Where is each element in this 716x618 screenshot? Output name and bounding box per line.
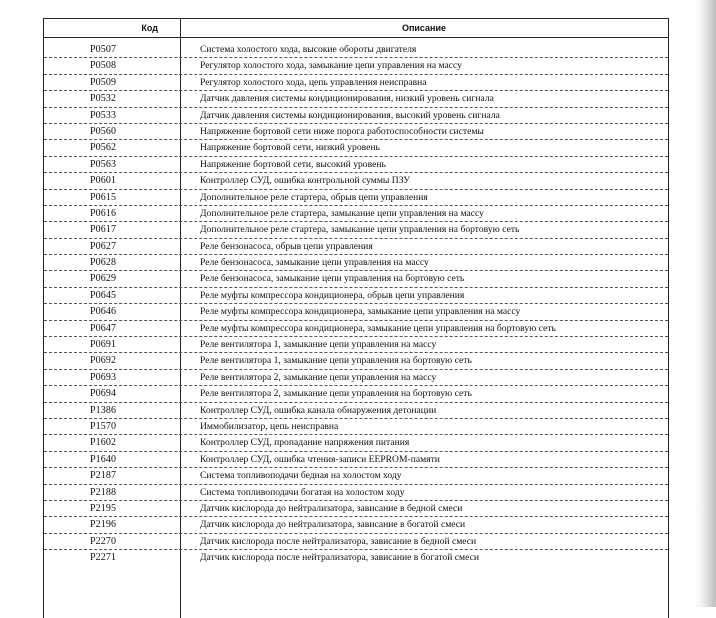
row-code: P0627 — [90, 240, 117, 252]
table-row — [44, 190, 668, 206]
row-code: P0617 — [90, 224, 117, 236]
row-code: P0532 — [90, 93, 117, 105]
row-code: P2271 — [90, 552, 117, 564]
row-description: Реле вентилятора 1, замыкание цепи управления на бортовую сеть — [200, 355, 472, 367]
header-description: Описание — [401, 23, 447, 33]
row-description: Реле муфты компрессора кондиционера, обрыв цепи управления — [200, 289, 465, 301]
row-code: P0693 — [90, 371, 117, 383]
row-description: Система топливоподачи богатая на холостом ходу — [200, 486, 405, 498]
table-row — [44, 534, 668, 550]
page-edge-shadow — [694, 0, 716, 607]
row-description: Датчик кислорода до нейтрализатора, зависание в богатой смеси — [200, 519, 466, 531]
row-code: P0562 — [90, 142, 117, 154]
row-description: Контроллер СУД, ошибка чтения-записи EEPROM-памяти — [200, 453, 440, 465]
row-description: Контроллер СУД, ошибка контрольной суммы ПЗУ — [200, 175, 411, 187]
row-code: P0508 — [90, 60, 117, 72]
table-row — [44, 140, 668, 156]
row-description: Напряжение бортовой сети ниже порога работоспособности системы — [200, 125, 484, 137]
row-code: P0629 — [90, 273, 117, 285]
table-row — [44, 222, 668, 238]
row-code: P0691 — [90, 339, 117, 351]
row-description: Датчик кислорода до нейтрализатора, зависание в бедной смеси — [200, 502, 463, 514]
row-code: P0560 — [90, 125, 117, 137]
row-code: P1570 — [90, 420, 117, 432]
row-code: P0509 — [90, 76, 117, 88]
row-description: Датчик кислорода после нейтрализатора, зависание в бедной смеси — [200, 535, 477, 547]
row-code: P1602 — [90, 437, 117, 449]
row-description: Иммобилизатор, цепь неисправна — [200, 420, 339, 432]
table-row — [44, 58, 668, 74]
row-description: Реле вентилятора 2, замыкание цепи управления на бортовую сеть — [200, 388, 472, 400]
table-row — [44, 206, 668, 222]
row-description: Напряжение бортовой сети, высокий уровень — [200, 158, 386, 170]
row-description: Реле вентилятора 1, замыкание цепи управления на массу — [200, 339, 437, 351]
table-header — [44, 19, 668, 38]
table-row — [44, 173, 668, 189]
row-description: Дополнительное реле стартера, обрыв цепи управления — [200, 191, 428, 203]
table-row — [44, 485, 668, 501]
table-row — [44, 321, 668, 337]
row-code: P2188 — [90, 486, 117, 498]
table-row — [44, 517, 668, 533]
row-description: Реле бензонасоса, замыкание цепи управления на массу — [200, 257, 429, 269]
row-code: P2196 — [90, 519, 117, 531]
table-row — [44, 75, 668, 91]
row-code: P0694 — [90, 388, 117, 400]
row-description: Датчик давления системы кондиционирования, высокий уровень сигнала — [200, 109, 500, 121]
row-code: P2187 — [90, 470, 117, 482]
table-row — [44, 353, 668, 369]
table-row — [44, 435, 668, 451]
table-row — [44, 403, 668, 419]
row-code: P0645 — [90, 289, 117, 301]
table-row — [44, 304, 668, 320]
row-description: Система топливоподачи бедная на холостом ходу — [200, 470, 402, 482]
row-code: P0533 — [90, 109, 117, 121]
row-description: Регулятор холостого хода, цепь управления неисправна — [200, 76, 427, 88]
row-code: P0647 — [90, 322, 117, 334]
dtc-table — [43, 18, 669, 618]
table-row — [44, 386, 668, 402]
table-row — [44, 42, 668, 58]
table-row — [44, 419, 668, 435]
row-code: P0692 — [90, 355, 117, 367]
row-description: Реле муфты компрессора кондиционера, замыкание цепи управления на бортовую сеть — [200, 322, 556, 334]
row-code: P2270 — [90, 535, 117, 547]
row-description: Дополнительное реле стартера, замыкание цепи управления на бортовую сеть — [200, 224, 520, 236]
row-code: P0646 — [90, 306, 117, 318]
header-code: Код — [141, 23, 158, 33]
row-code: P0615 — [90, 191, 117, 203]
table-row — [44, 501, 668, 517]
table-row — [44, 452, 668, 468]
row-description: Реле муфты компрессора кондиционера, замыкание цепи управления на массу — [200, 306, 521, 318]
row-description: Реле вентилятора 2, замыкание цепи управления на массу — [200, 371, 437, 383]
row-code: P0601 — [90, 175, 117, 187]
table-body — [44, 42, 668, 567]
row-description: Система холостого хода, высокие обороты двигателя — [200, 44, 417, 55]
row-description: Датчик давления системы кондиционирования, низкий уровень сигнала — [200, 93, 494, 105]
row-description: Контроллер СУД, пропадание напряжения питания — [200, 437, 410, 449]
table-row — [44, 255, 668, 271]
row-code: P1386 — [90, 404, 117, 416]
row-code: P0616 — [90, 207, 117, 219]
row-description: Напряжение бортовой сети, низкий уровень — [200, 142, 380, 154]
table-row — [44, 157, 668, 173]
row-code: P1640 — [90, 453, 117, 465]
row-code: P2195 — [90, 502, 117, 514]
row-description: Регулятор холостого хода, замыкание цепи управления на массу — [200, 60, 462, 72]
table-row — [44, 370, 668, 386]
table-row — [44, 271, 668, 287]
table-row — [44, 124, 668, 140]
table-row — [44, 91, 668, 107]
row-description: Дополнительное реле стартера, замыкание цепи управления на массу — [200, 207, 484, 219]
row-description: Датчик кислорода после нейтрализатора, зависание в богатой смеси — [200, 552, 479, 564]
table-row — [44, 337, 668, 353]
row-description: Контроллер СУД, ошибка канала обнаружения детонации — [200, 404, 437, 416]
row-code: P0563 — [90, 158, 117, 170]
table-row — [44, 288, 668, 304]
table-row — [44, 239, 668, 255]
row-code: P0628 — [90, 257, 117, 269]
row-description: Реле бензонасоса, замыкание цепи управления на бортовую сеть — [200, 273, 465, 285]
table-row — [44, 550, 668, 566]
table-row — [44, 108, 668, 124]
row-code: P0507 — [90, 44, 117, 55]
row-description: Реле бензонасоса, обрыв цепи управления — [200, 240, 373, 252]
table-row — [44, 468, 668, 484]
